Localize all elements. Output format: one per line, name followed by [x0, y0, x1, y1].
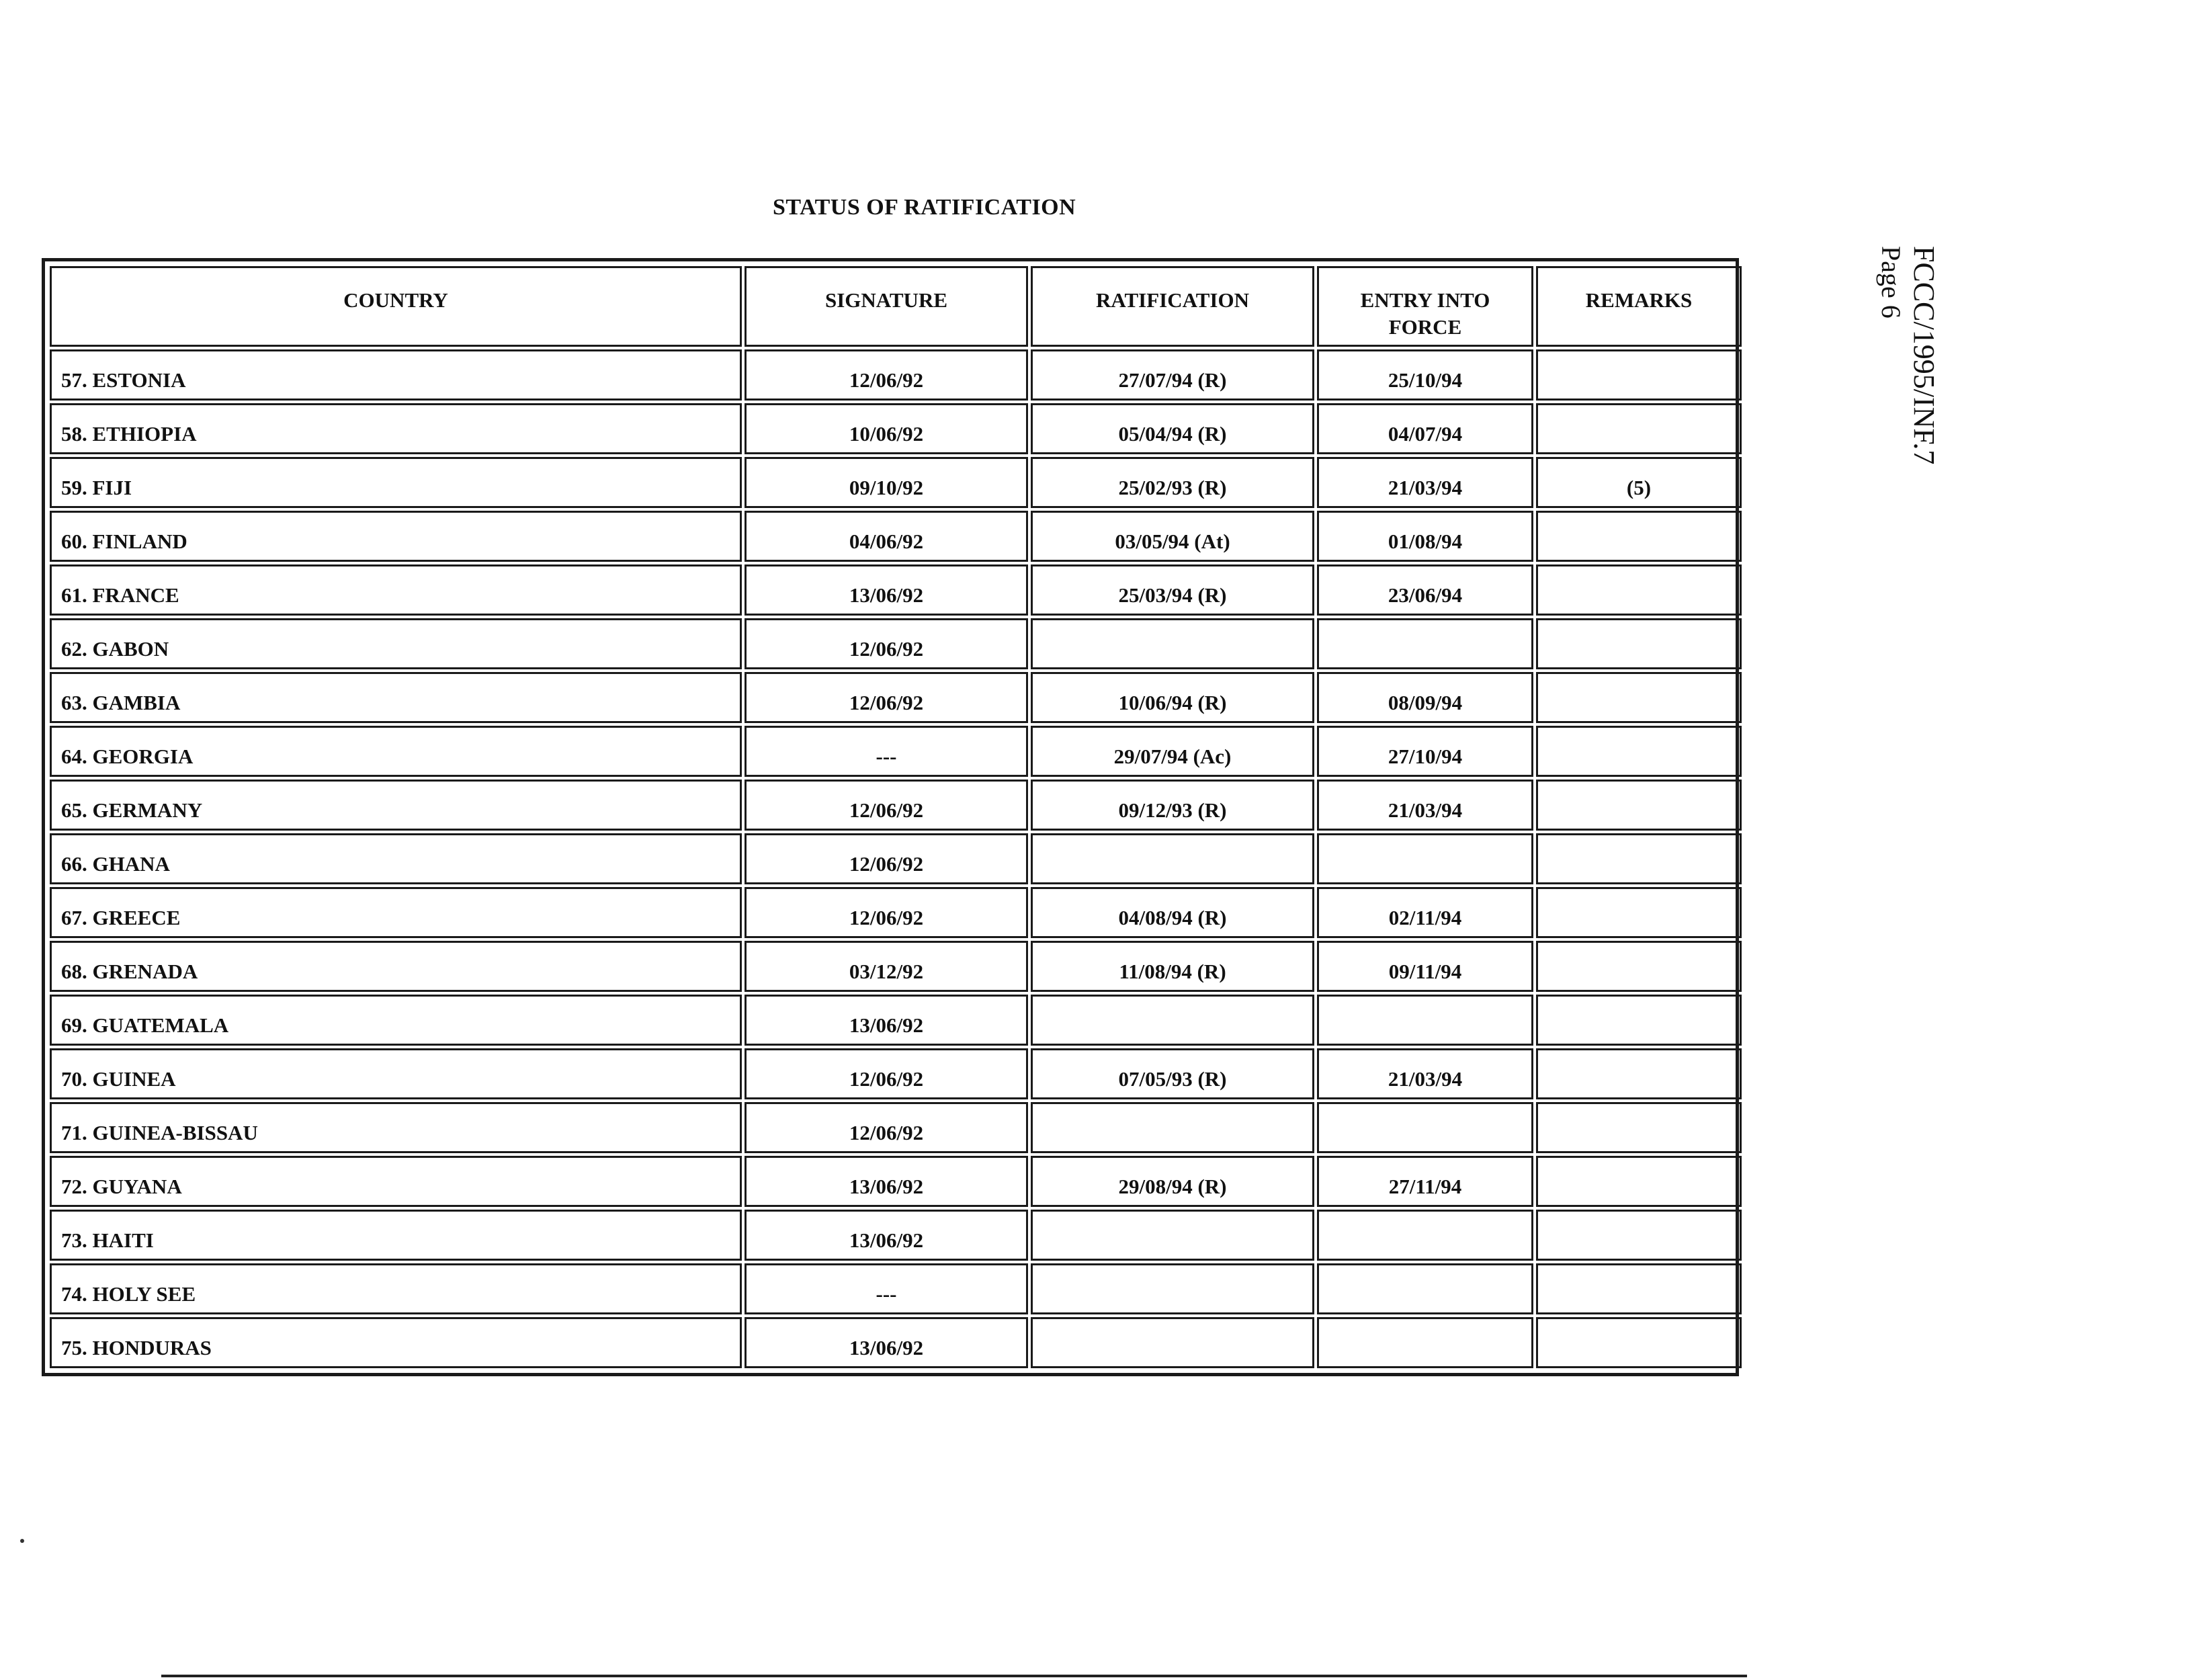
signature-cell: 13/06/92 [745, 1156, 1028, 1207]
remarks-cell [1536, 1156, 1742, 1207]
signature-cell: 12/06/92 [745, 349, 1028, 401]
ratification-table-frame [42, 258, 1739, 1376]
table-row [50, 349, 1742, 401]
country-cell: 57. ESTONIA [50, 349, 742, 401]
ratification-cell: 04/08/94 (R) [1031, 887, 1314, 938]
table-row [50, 995, 1742, 1046]
country-cell: 60. FINLAND [50, 511, 742, 562]
country-cell: 59. FIJI [50, 457, 742, 508]
signature-cell: 13/06/92 [745, 564, 1028, 616]
table-row [50, 1210, 1742, 1261]
signature-cell: 12/06/92 [745, 887, 1028, 938]
remarks-cell [1536, 1263, 1742, 1314]
page-title: STATUS OF RATIFICATION [773, 195, 1076, 220]
entry-into-force-cell: 01/08/94 [1317, 511, 1533, 562]
header-ratification: RATIFICATION [1031, 266, 1314, 347]
table-row [50, 457, 1742, 508]
table-header-row [50, 266, 1742, 347]
country-cell: 64. GEORGIA [50, 726, 742, 777]
remarks-cell [1536, 618, 1742, 669]
entry-into-force-cell: 27/11/94 [1317, 1156, 1533, 1207]
signature-cell: 12/06/92 [745, 780, 1028, 831]
remarks-cell: (5) [1536, 457, 1742, 508]
entry-into-force-cell: 21/03/94 [1317, 780, 1533, 831]
footer-rule [161, 1675, 1747, 1677]
entry-into-force-cell: 21/03/94 [1317, 1048, 1533, 1099]
remarks-cell [1536, 995, 1742, 1046]
ratification-cell [1031, 1317, 1314, 1368]
header-country: COUNTRY [50, 266, 742, 347]
entry-into-force-cell [1317, 1317, 1533, 1368]
country-cell: 58. ETHIOPIA [50, 403, 742, 454]
ratification-cell: 29/08/94 (R) [1031, 1156, 1314, 1207]
remarks-cell [1536, 833, 1742, 884]
ratification-cell: 10/06/94 (R) [1031, 672, 1314, 723]
remarks-cell [1536, 1317, 1742, 1368]
remarks-cell [1536, 564, 1742, 616]
signature-cell: 10/06/92 [745, 403, 1028, 454]
entry-into-force-cell [1317, 1263, 1533, 1314]
ratification-cell: 11/08/94 (R) [1031, 941, 1314, 992]
remarks-cell [1536, 349, 1742, 401]
table-row [50, 887, 1742, 938]
header-entry-line2: FORCE [1388, 315, 1462, 339]
signature-cell: 12/06/92 [745, 672, 1028, 723]
signature-cell: 13/06/92 [745, 1317, 1028, 1368]
remarks-cell [1536, 780, 1742, 831]
country-cell: 67. GREECE [50, 887, 742, 938]
table-row [50, 403, 1742, 454]
country-cell: 65. GERMANY [50, 780, 742, 831]
table-row [50, 618, 1742, 669]
signature-cell: 04/06/92 [745, 511, 1028, 562]
table-row [50, 1263, 1742, 1314]
entry-into-force-cell: 04/07/94 [1317, 403, 1533, 454]
ratification-cell: 07/05/93 (R) [1031, 1048, 1314, 1099]
entry-into-force-cell [1317, 833, 1533, 884]
ratification-cell: 25/02/93 (R) [1031, 457, 1314, 508]
entry-into-force-cell: 23/06/94 [1317, 564, 1533, 616]
entry-into-force-cell: 02/11/94 [1317, 887, 1533, 938]
entry-into-force-cell: 09/11/94 [1317, 941, 1533, 992]
signature-cell: 03/12/92 [745, 941, 1028, 992]
ratification-cell [1031, 1210, 1314, 1261]
country-cell: 69. GUATEMALA [50, 995, 742, 1046]
country-cell: 72. GUYANA [50, 1156, 742, 1207]
ratification-cell: 09/12/93 (R) [1031, 780, 1314, 831]
signature-cell: 09/10/92 [745, 457, 1028, 508]
ratification-cell [1031, 618, 1314, 669]
remarks-cell [1536, 1102, 1742, 1153]
ratification-cell: 03/05/94 (At) [1031, 511, 1314, 562]
country-cell: 73. HAITI [50, 1210, 742, 1261]
document-reference-header [1875, 246, 1941, 464]
remarks-cell [1536, 941, 1742, 992]
country-cell: 61. FRANCE [50, 564, 742, 616]
ratification-cell [1031, 833, 1314, 884]
page-number: Page 6 [1876, 246, 1907, 319]
ratification-cell: 05/04/94 (R) [1031, 403, 1314, 454]
entry-into-force-cell [1317, 995, 1533, 1046]
table-row [50, 672, 1742, 723]
document-reference: FCCC/1995/INF.7 [1908, 246, 1941, 465]
signature-cell: --- [745, 1263, 1028, 1314]
ratification-cell [1031, 1263, 1314, 1314]
ratification-table [47, 263, 1744, 1371]
ratification-cell [1031, 1102, 1314, 1153]
country-cell: 70. GUINEA [50, 1048, 742, 1099]
signature-cell: 12/06/92 [745, 1102, 1028, 1153]
signature-cell: --- [745, 726, 1028, 777]
ratification-cell [1031, 995, 1314, 1046]
remarks-cell [1536, 887, 1742, 938]
signature-cell: 12/06/92 [745, 833, 1028, 884]
signature-cell: 13/06/92 [745, 1210, 1028, 1261]
entry-into-force-cell: 25/10/94 [1317, 349, 1533, 401]
remarks-cell [1536, 726, 1742, 777]
table-row [50, 941, 1742, 992]
table-row [50, 1048, 1742, 1099]
ratification-cell: 29/07/94 (Ac) [1031, 726, 1314, 777]
ratification-cell: 27/07/94 (R) [1031, 349, 1314, 401]
header-remarks: REMARKS [1536, 266, 1742, 347]
table-row [50, 833, 1742, 884]
entry-into-force-cell [1317, 1210, 1533, 1261]
entry-into-force-cell: 08/09/94 [1317, 672, 1533, 723]
header-signature: SIGNATURE [745, 266, 1028, 347]
table-row [50, 564, 1742, 616]
country-cell: 75. HONDURAS [50, 1317, 742, 1368]
remarks-cell [1536, 1210, 1742, 1261]
country-cell: 63. GAMBIA [50, 672, 742, 723]
table-row [50, 1102, 1742, 1153]
country-cell: 71. GUINEA-BISSAU [50, 1102, 742, 1153]
remarks-cell [1536, 1048, 1742, 1099]
entry-into-force-cell [1317, 618, 1533, 669]
table-row [50, 1156, 1742, 1207]
remarks-cell [1536, 403, 1742, 454]
entry-into-force-cell [1317, 1102, 1533, 1153]
table-row [50, 726, 1742, 777]
country-cell: 74. HOLY SEE [50, 1263, 742, 1314]
signature-cell: 13/06/92 [745, 995, 1028, 1046]
entry-into-force-cell: 21/03/94 [1317, 457, 1533, 508]
header-entry-into-force [1317, 266, 1533, 347]
header-entry-line1: ENTRY INTO [1360, 288, 1490, 312]
ratification-cell: 25/03/94 (R) [1031, 564, 1314, 616]
signature-cell: 12/06/92 [745, 618, 1028, 669]
country-cell: 66. GHANA [50, 833, 742, 884]
scan-speck [20, 1539, 24, 1543]
signature-cell: 12/06/92 [745, 1048, 1028, 1099]
remarks-cell [1536, 511, 1742, 562]
table-row [50, 780, 1742, 831]
country-cell: 68. GRENADA [50, 941, 742, 992]
country-cell: 62. GABON [50, 618, 742, 669]
table-row [50, 1317, 1742, 1368]
remarks-cell [1536, 672, 1742, 723]
entry-into-force-cell: 27/10/94 [1317, 726, 1533, 777]
table-row [50, 511, 1742, 562]
